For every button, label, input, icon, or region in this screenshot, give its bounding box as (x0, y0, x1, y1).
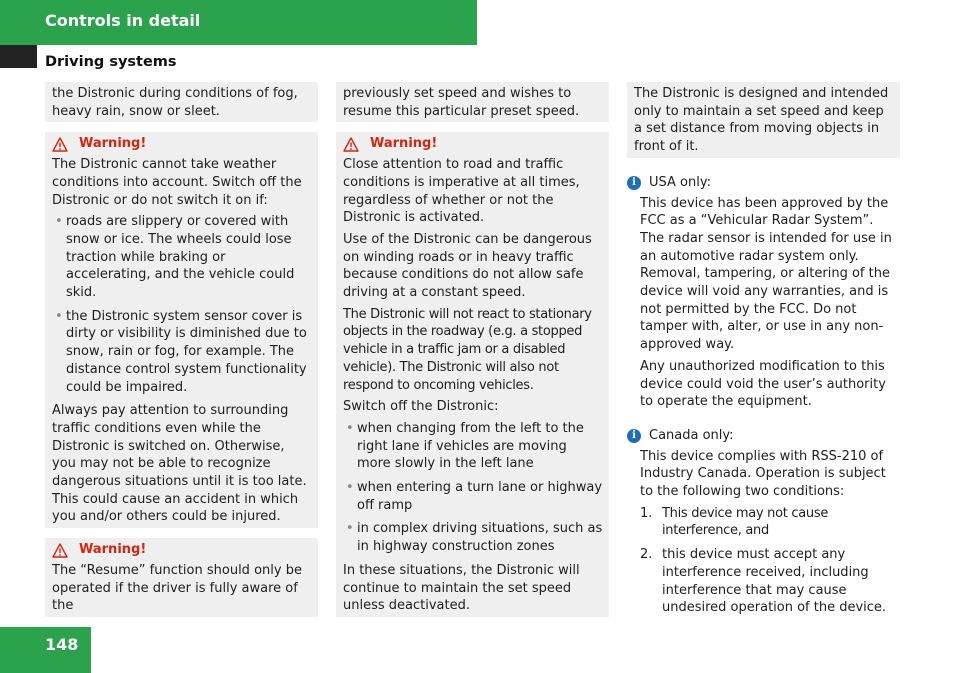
intro-box (45, 82, 318, 122)
list-item: • in complex driving situations, such as in highway construction zones (346, 521, 603, 555)
list-item: • the Distronic system sensor cover is dirty or visibility is diminished due to snow, rain or fog, for example. The distance control system functionality could be impaired. (55, 308, 307, 395)
note-text: This device has been approved by the FCC as a “Vehicular Radar System”. The radar sensor is intended for use in an automotive radar system only. Removal, tampering, or altering of the device will void any warranties, and is not permitted by the FCC. Do not tamper with, alter, or use in any non-approved way. (640, 195, 892, 353)
warning-text: The Distronic cannot take weather conditions into account. Switch off the Distronic or do not switch it on if: (52, 157, 302, 208)
list-item: • roads are slippery or covered with snow or ice. The wheels could lose traction while braking or accelerating, and the vehicle could skid. (55, 214, 295, 301)
warning-triangle-icon (52, 137, 68, 152)
usa-note (627, 174, 900, 411)
note-label: USA only: (649, 174, 711, 190)
warning-label: Warning! (370, 136, 438, 152)
section-title: Driving systems (45, 54, 177, 70)
intro-box (627, 82, 900, 158)
warning-header (343, 135, 603, 153)
warning-text: In these situations, the Distronic will continue to maintain the set speed unless deactivated. (343, 562, 580, 614)
warning-text: The Distronic will not react to stationary objects in the roadway (e.g. a stopped vehicle in a traffic jam or a disabled vehicle). The Distronic will also not respond to oncoming vehicles. (343, 306, 592, 393)
warning-box (45, 538, 318, 617)
info-icon: i (627, 429, 641, 443)
warning-text: Use of the Distronic can be dangerous on winding roads or in heavy traffic because conditions do not allow safe driving at a constant speed. (343, 231, 592, 301)
note-text: Any unauthorized modification to this device could void the user’s authority to operate the equipment. (640, 358, 886, 410)
warning-box (336, 132, 609, 617)
intro-box (336, 82, 609, 122)
warning-text: The “Resume” function should only be operated if the driver is fully aware of the (52, 562, 302, 614)
warning-text: Close attention to road and traffic conditions is imperative at all times, regardless of whether or not the Distronic is activated. (343, 157, 580, 226)
list-item: • when entering a turn lane or highway off ramp (346, 480, 603, 513)
note-label: Canada only: (649, 427, 734, 443)
column-1 (45, 82, 318, 627)
warning-header (52, 135, 312, 153)
intro-text: previously set speed and wishes to resume this particular preset speed. (343, 86, 580, 119)
warning-triangle-icon (343, 137, 359, 152)
warning-label: Warning! (79, 136, 147, 152)
page-number: 148 (45, 635, 79, 654)
note-body (627, 195, 900, 411)
canada-note (627, 427, 900, 617)
note-header (627, 427, 900, 445)
warning-text: Always pay attention to surrounding traffic conditions even while the Distronic is switched on. Otherwise, you may not be able to recognize dangerous situations until it is too late. This could cause an accident in which you and/or others could be injured. (52, 403, 307, 525)
section-marker (0, 45, 37, 68)
column-2 (336, 82, 609, 627)
warning-text: Switch off the Distronic: (343, 399, 499, 415)
list-item: • when changing from the left to the right lane if vehicles are moving more slowly in the left lane (346, 420, 584, 472)
info-icon: i (627, 176, 641, 190)
column-3 (627, 82, 900, 623)
note-text: This device complies with RSS-210 of Industry Canada. Operation is subject to the following two conditions: (640, 448, 886, 500)
intro-text: The Distronic is designed and intended only to maintain a set speed and keep a set distance from moving objects in front of it. (634, 86, 889, 155)
warning-triangle-icon (52, 543, 68, 558)
list-item: 2. this device must accept any interference received, including interference that may cause undesired operation of the device. (640, 547, 887, 616)
note-body (627, 448, 900, 617)
note-header (627, 174, 900, 192)
intro-text: the Distronic during conditions of fog, heavy rain, snow or sleet. (52, 86, 298, 119)
warning-label: Warning! (79, 542, 147, 558)
list-item: 1. This device may not cause interference, and (640, 505, 829, 539)
warning-header (52, 541, 312, 559)
chapter-title: Controls in detail (45, 11, 201, 30)
warning-box (45, 132, 318, 528)
